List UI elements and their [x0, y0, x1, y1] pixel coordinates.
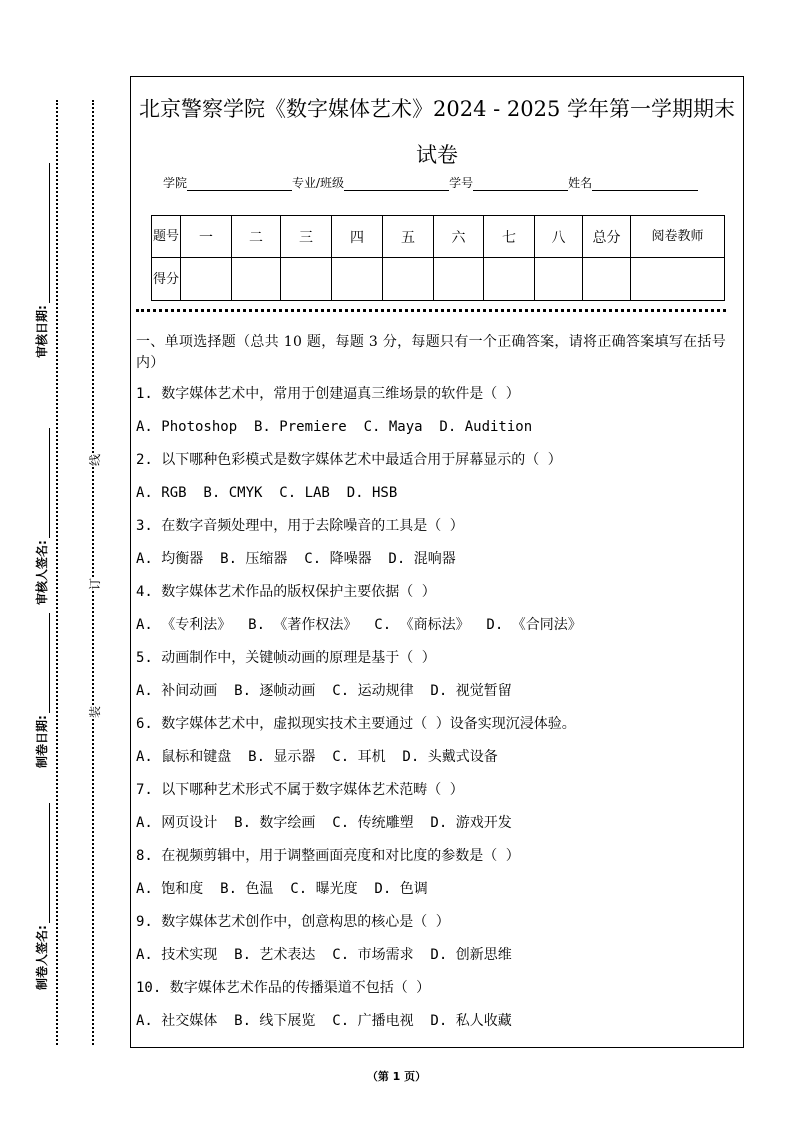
question-text: 9. 数字媒体艺术创作中，创意构思的核心是（ ） — [136, 914, 450, 930]
col-header: 五 — [383, 216, 434, 258]
exam-body — [136, 332, 736, 1044]
question-list — [136, 384, 736, 1044]
student-info-row — [163, 174, 698, 191]
page-number: （第 1 页） — [366, 1070, 427, 1083]
maker-sign-field — [33, 803, 50, 990]
reviewer-sign-field — [33, 428, 50, 605]
answer-options[interactable]: A. 鼠标和键盘 B. 显示器 C. 耳机 D. 头戴式设备 — [136, 749, 498, 765]
question-text: 6. 数字媒体艺术中，虚拟现实技术主要通过（ ）设备实现沉浸体验。 — [136, 716, 576, 732]
question-text: 1. 数字媒体艺术中，常用于创建逼真三维场景的软件是（ ） — [136, 386, 520, 402]
answer-options[interactable]: A. 网页设计 B. 数字绘画 C. 传统雕塑 D. 游戏开发 — [136, 815, 512, 831]
col-header: 二 — [232, 216, 281, 258]
answer-options[interactable]: A. RGB B. CMYK C. LAB D. HSB — [136, 485, 398, 501]
col-header: 七 — [484, 216, 535, 258]
section-heading: 一、单项选择题（总共 10 题，每题 3 分，每题只有一个正确答案，请将正确答案填写在括号内） — [136, 334, 727, 371]
binding-mark-line: 线 — [88, 453, 102, 466]
col-header: 八 — [535, 216, 583, 258]
review-date-field — [33, 163, 50, 358]
exam-title: 北京警察学院《数字媒体艺术》2024 - 2025 学年第一学期期末试卷 — [138, 97, 735, 167]
student-name-blank[interactable] — [592, 177, 698, 191]
binding-mark-order: 订 — [88, 577, 102, 590]
answer-options[interactable]: A. 补间动画 B. 逐帧动画 C. 运动规律 D. 视觉暂留 — [136, 683, 512, 699]
question-text: 8. 在视频剪辑中，用于调整画面亮度和对比度的参数是（ ） — [136, 848, 520, 864]
col-header: 总分 — [583, 216, 631, 258]
question-text: 7. 以下哪种艺术形式不属于数字媒体艺术范畴（ ） — [136, 782, 464, 798]
question-number-label: 题号 — [152, 216, 181, 258]
answer-options[interactable]: A. 饱和度 B. 色温 C. 曝光度 D. 色调 — [136, 881, 428, 897]
answer-options[interactable]: A. 《专利法》 B. 《著作权法》 C. 《商标法》 D. 《合同法》 — [136, 617, 582, 633]
score-table — [151, 215, 725, 301]
make-date-field — [33, 613, 50, 768]
col-header: 三 — [281, 216, 332, 258]
score-cell[interactable] — [434, 258, 484, 301]
score-cell[interactable] — [281, 258, 332, 301]
make-date-blank[interactable] — [37, 613, 50, 713]
reviewer-cell[interactable] — [631, 258, 725, 301]
score-cell[interactable] — [484, 258, 535, 301]
college-label: 学院 — [163, 176, 188, 190]
question-text: 10. 数字媒体艺术作品的传播渠道不包括（ ） — [136, 980, 431, 996]
question-text: 4. 数字媒体艺术作品的版权保护主要依据（ ） — [136, 584, 436, 600]
score-cell[interactable] — [583, 258, 631, 301]
reviewer-sign-blank[interactable] — [37, 428, 50, 538]
question-text: 3. 在数字音频处理中，用于去除噪音的工具是（ ） — [136, 518, 464, 534]
student-name-label: 姓名 — [568, 176, 593, 190]
col-header: 一 — [181, 216, 232, 258]
student-id-label: 学号 — [449, 176, 474, 190]
question-text: 2. 以下哪种色彩模式是数字媒体艺术中最适合用于屏幕显示的（ ） — [136, 452, 562, 468]
col-header: 六 — [434, 216, 484, 258]
score-cell[interactable] — [535, 258, 583, 301]
score-label: 得分 — [152, 258, 181, 301]
score-cell[interactable] — [332, 258, 383, 301]
college-blank[interactable] — [187, 177, 292, 191]
score-cell[interactable] — [232, 258, 281, 301]
col-header: 四 — [332, 216, 383, 258]
major-blank[interactable] — [344, 177, 449, 191]
score-table-header-row — [152, 216, 725, 258]
score-cell[interactable] — [383, 258, 434, 301]
section-divider — [136, 309, 726, 312]
reviewer-sign-label: 审核人签名: — [35, 540, 49, 605]
student-id-blank[interactable] — [473, 177, 568, 191]
binding-mark-install: 装 — [88, 705, 102, 718]
maker-sign-label: 制卷人签名: — [35, 925, 49, 990]
score-table-score-row — [152, 258, 725, 301]
review-date-label: 审核日期: — [35, 305, 49, 358]
question-text: 5. 动画制作中，关键帧动画的原理是基于（ ） — [136, 650, 436, 666]
reviewer-header: 阅卷教师 — [631, 216, 725, 258]
review-date-blank[interactable] — [37, 163, 50, 303]
answer-options[interactable]: A. 均衡器 B. 压缩器 C. 降噪器 D. 混响器 — [136, 551, 456, 567]
make-date-label: 制卷日期: — [35, 715, 49, 768]
maker-sign-blank[interactable] — [37, 803, 50, 923]
major-label: 专业/班级 — [292, 176, 345, 190]
answer-options[interactable]: A. Photoshop B. Premiere C. Maya D. Audition — [136, 419, 533, 435]
margin-dotted-line-outer — [56, 100, 58, 1045]
score-cell[interactable] — [181, 258, 232, 301]
answer-options[interactable]: A. 技术实现 B. 艺术表达 C. 市场需求 D. 创新思维 — [136, 947, 512, 963]
margin-dotted-line-inner — [92, 100, 94, 1045]
answer-options[interactable]: A. 社交媒体 B. 线下展览 C. 广播电视 D. 私人收藏 — [136, 1013, 512, 1029]
